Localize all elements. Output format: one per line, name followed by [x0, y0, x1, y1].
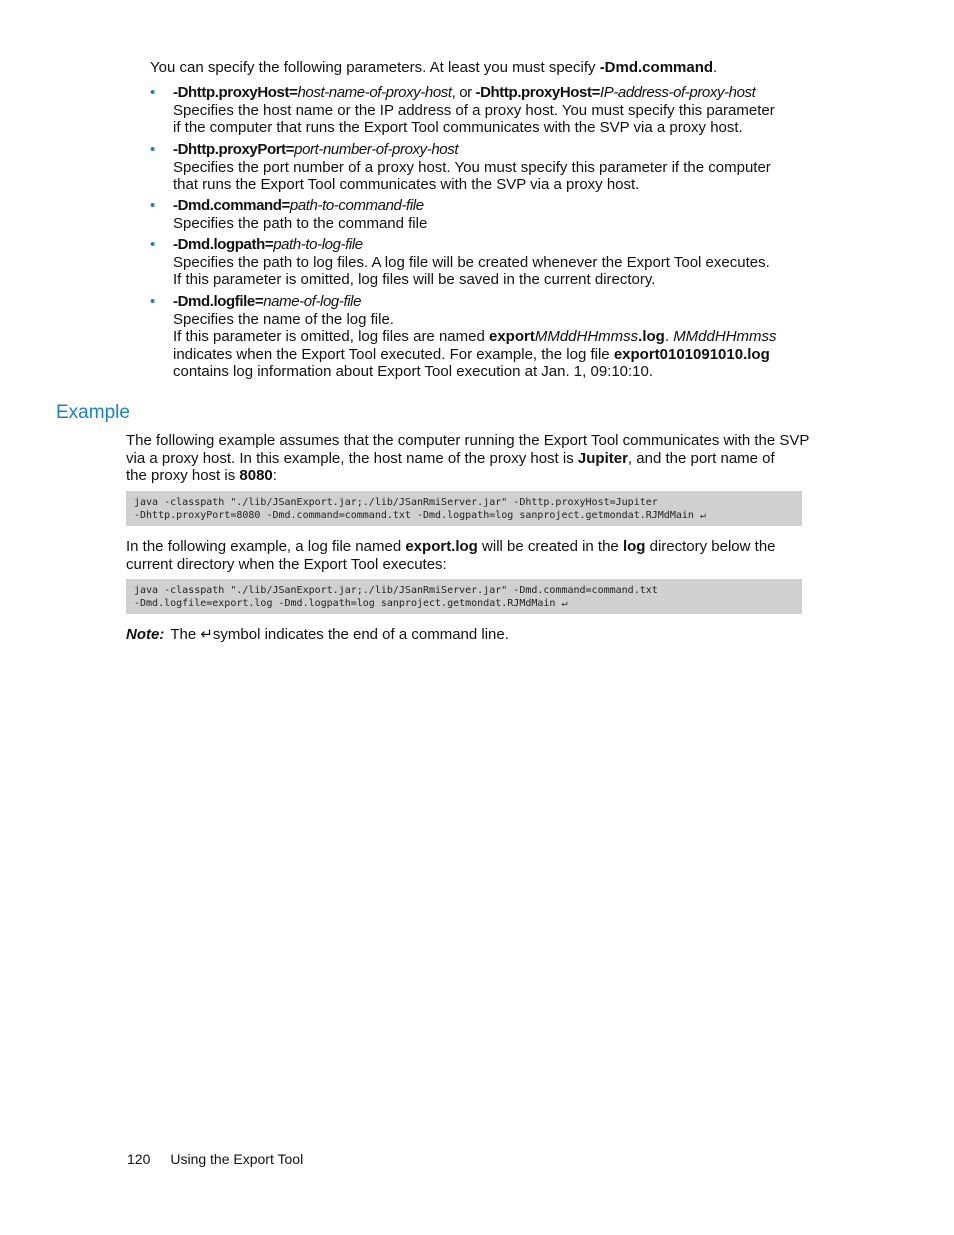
note [126, 626, 509, 644]
param-desc-line [173, 363, 813, 381]
note-label: Note: [126, 626, 165, 643]
text-run: indicates when the Export Tool executed. For example, the log file [173, 345, 614, 363]
text-run: directory below the [645, 538, 776, 555]
paragraph-line [126, 467, 816, 485]
bold-run: -Dhttp.proxyHost= [173, 84, 298, 101]
param-desc-line [173, 328, 813, 346]
param-head [173, 236, 813, 254]
bold-run: -Dhttp.proxyPort= [173, 141, 295, 158]
page-number: 120 [127, 1151, 151, 1167]
text-run: The following example assumes that the computer running the Export Tool communicates with the SVP [126, 432, 810, 449]
italic-run: port-number-of-proxy-host [294, 141, 459, 158]
bullet-icon: • [150, 197, 156, 214]
param-desc-line [173, 346, 813, 364]
text-run: . [664, 328, 674, 345]
text-run: If this parameter is omitted, log files are named [173, 328, 489, 345]
param-desc-line: Specifies the port number of a proxy host. You must specify this parameter if the computer [173, 158, 771, 176]
bullet-icon: • [150, 293, 156, 310]
text-run: , or [451, 84, 476, 101]
code-line: java -classpath "./lib/JSanExport.jar;./lib/JSanRmiServer.jar" -Dmd.command=command.txt [134, 585, 658, 596]
note-text: The ↵symbol indicates the end of a command line. [170, 626, 509, 643]
italic-run: name-of-log-file [263, 293, 362, 310]
bold-run: -Dmd.logfile= [173, 293, 264, 310]
bold-run: .log [638, 328, 665, 345]
text-run: will be created in the [477, 538, 623, 555]
italic-run: MMddHHmmss [673, 328, 777, 345]
bold-run: 8080 [239, 467, 273, 484]
code-block [126, 491, 802, 526]
text-run: Specifies the name of the log file. [173, 310, 394, 328]
param-desc-line: Specifies the host name or the IP address of a proxy host. You must specify this parameter [173, 101, 775, 119]
intro-paragraph [150, 59, 830, 77]
bold-run: -Dhttp.proxyHost= [475, 84, 600, 101]
param-content [173, 197, 813, 232]
bold-run: -Dmd.command= [173, 197, 290, 214]
bold-run: export0101091010.log [613, 345, 770, 363]
param-desc-line: Specifies the path to the command file [173, 214, 428, 232]
param-head [173, 197, 813, 215]
text-run: : [272, 467, 277, 484]
code-line: -Dhttp.proxyPort=8080 -Dmd.command=command.txt -Dmd.logpath=log sanproject.getmondat.RJMdMain ↵ [134, 509, 706, 521]
section-heading: Example [56, 402, 130, 423]
bold-run: log [622, 538, 646, 555]
param-desc-line: Specifies the path to log files. A log file will be created whenever the Export Tool executes. [173, 253, 770, 271]
code-line: -Dmd.logfile=export.log -Dmd.logpath=log sanproject.getmondat.RJMdMain ↵ [134, 597, 568, 609]
param-content [173, 84, 813, 137]
param-desc-line [173, 311, 813, 329]
intro-end: . [713, 59, 718, 76]
text-run: , and the port name of [627, 449, 775, 467]
bold-run: Jupiter [577, 449, 628, 467]
param-head [173, 84, 813, 102]
param-head [173, 141, 813, 159]
bullet-icon: • [150, 141, 156, 158]
paragraph-line [126, 450, 816, 468]
text-run: contains log information about Export Tool execution at Jan. 1, 09:10:10. [173, 363, 654, 380]
param-desc-line: If this parameter is omitted, log files will be saved in the current directory. [173, 271, 656, 288]
example-paragraph [126, 538, 816, 573]
bullet-icon: • [150, 84, 156, 101]
bold-run: -Dmd.logpath= [173, 236, 274, 253]
page-footer [127, 1151, 303, 1169]
text-run: In the following example, a log file named [126, 538, 406, 555]
param-content [173, 141, 813, 194]
italic-run: MMddHHmmss [534, 328, 639, 345]
text-run: current directory when the Export Tool executes: [126, 555, 447, 573]
param-head [173, 293, 813, 311]
paragraph-line [126, 432, 816, 450]
bold-run: export.log [405, 538, 478, 555]
bullet-icon: • [150, 236, 156, 253]
example-paragraph [126, 432, 816, 485]
param-content [173, 293, 813, 381]
footer-title: Using the Export Tool [170, 1151, 304, 1167]
text-run: via a proxy host. In this example, the host name of the proxy host is [126, 449, 578, 467]
param-desc-line: that runs the Export Tool communicates with the SVP via a proxy host. [173, 176, 640, 193]
intro-bold: -Dmd.command [599, 59, 714, 76]
italic-run: path-to-command-file [289, 197, 424, 214]
italic-run: path-to-log-file [273, 236, 363, 253]
code-block [126, 579, 802, 614]
intro-text: You can specify the following parameters. At least you must specify [150, 59, 600, 76]
bold-run: export [488, 328, 535, 345]
text-run: the proxy host is [126, 467, 240, 484]
italic-run: host-name-of-proxy-host [297, 84, 452, 101]
paragraph-line [126, 556, 816, 574]
paragraph-line [126, 538, 816, 556]
code-line: java -classpath "./lib/JSanExport.jar;./lib/JSanRmiServer.jar" -Dhttp.proxyHost=Jupiter [134, 497, 658, 508]
param-content [173, 236, 813, 289]
param-desc-line: if the computer that runs the Export Tool communicates with the SVP via a proxy host. [173, 119, 743, 136]
italic-run: IP-address-of-proxy-host [599, 84, 756, 101]
